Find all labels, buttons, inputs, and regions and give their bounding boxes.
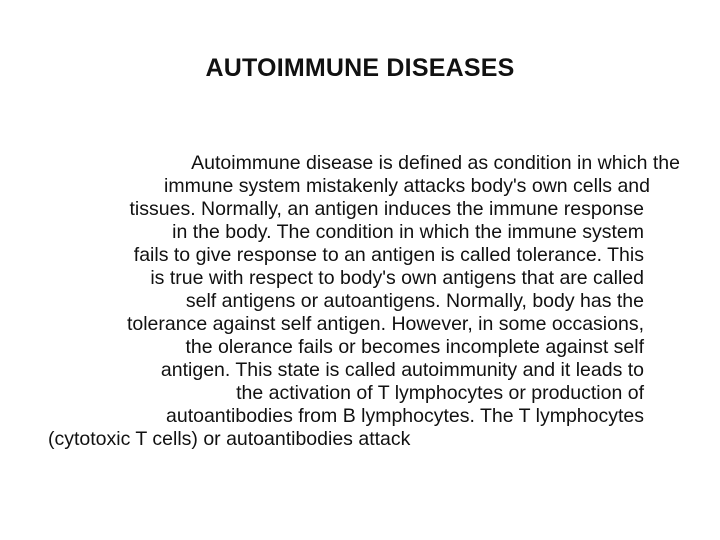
body-line: antigen. This state is called autoimmunity and it leads to [160, 359, 644, 381]
body-line: autoantibodies from B lymphocytes. The T lymphocytes [166, 405, 644, 427]
body-line: the activation of T lymphocytes or production of [236, 382, 644, 404]
body-line: fails to give response to an antigen is called tolerance. This [133, 244, 644, 266]
body-line: is true with respect to body's own antigens that are called [150, 267, 644, 289]
body-line: self antigens or autoantigens. Normally, body has the [185, 290, 644, 312]
body-line: Autoimmune disease is defined as condition in which the [191, 152, 680, 174]
body-line: tolerance against self antigen. However, in some occasions, [126, 313, 644, 335]
slide-body-text [30, 152, 680, 451]
body-line: (cytotoxic T cells) or autoantibodies attack [48, 428, 411, 450]
body-line: immune system mistakenly attacks body's own cells and [164, 175, 650, 197]
body-line: in the body. The condition in which the immune system [172, 221, 644, 243]
body-line: the olerance fails or becomes incomplete against self [185, 336, 644, 358]
body-line: tissues. Normally, an antigen induces the immune response [129, 198, 644, 220]
slide-title: AUTOIMMUNE DISEASES [205, 54, 515, 82]
